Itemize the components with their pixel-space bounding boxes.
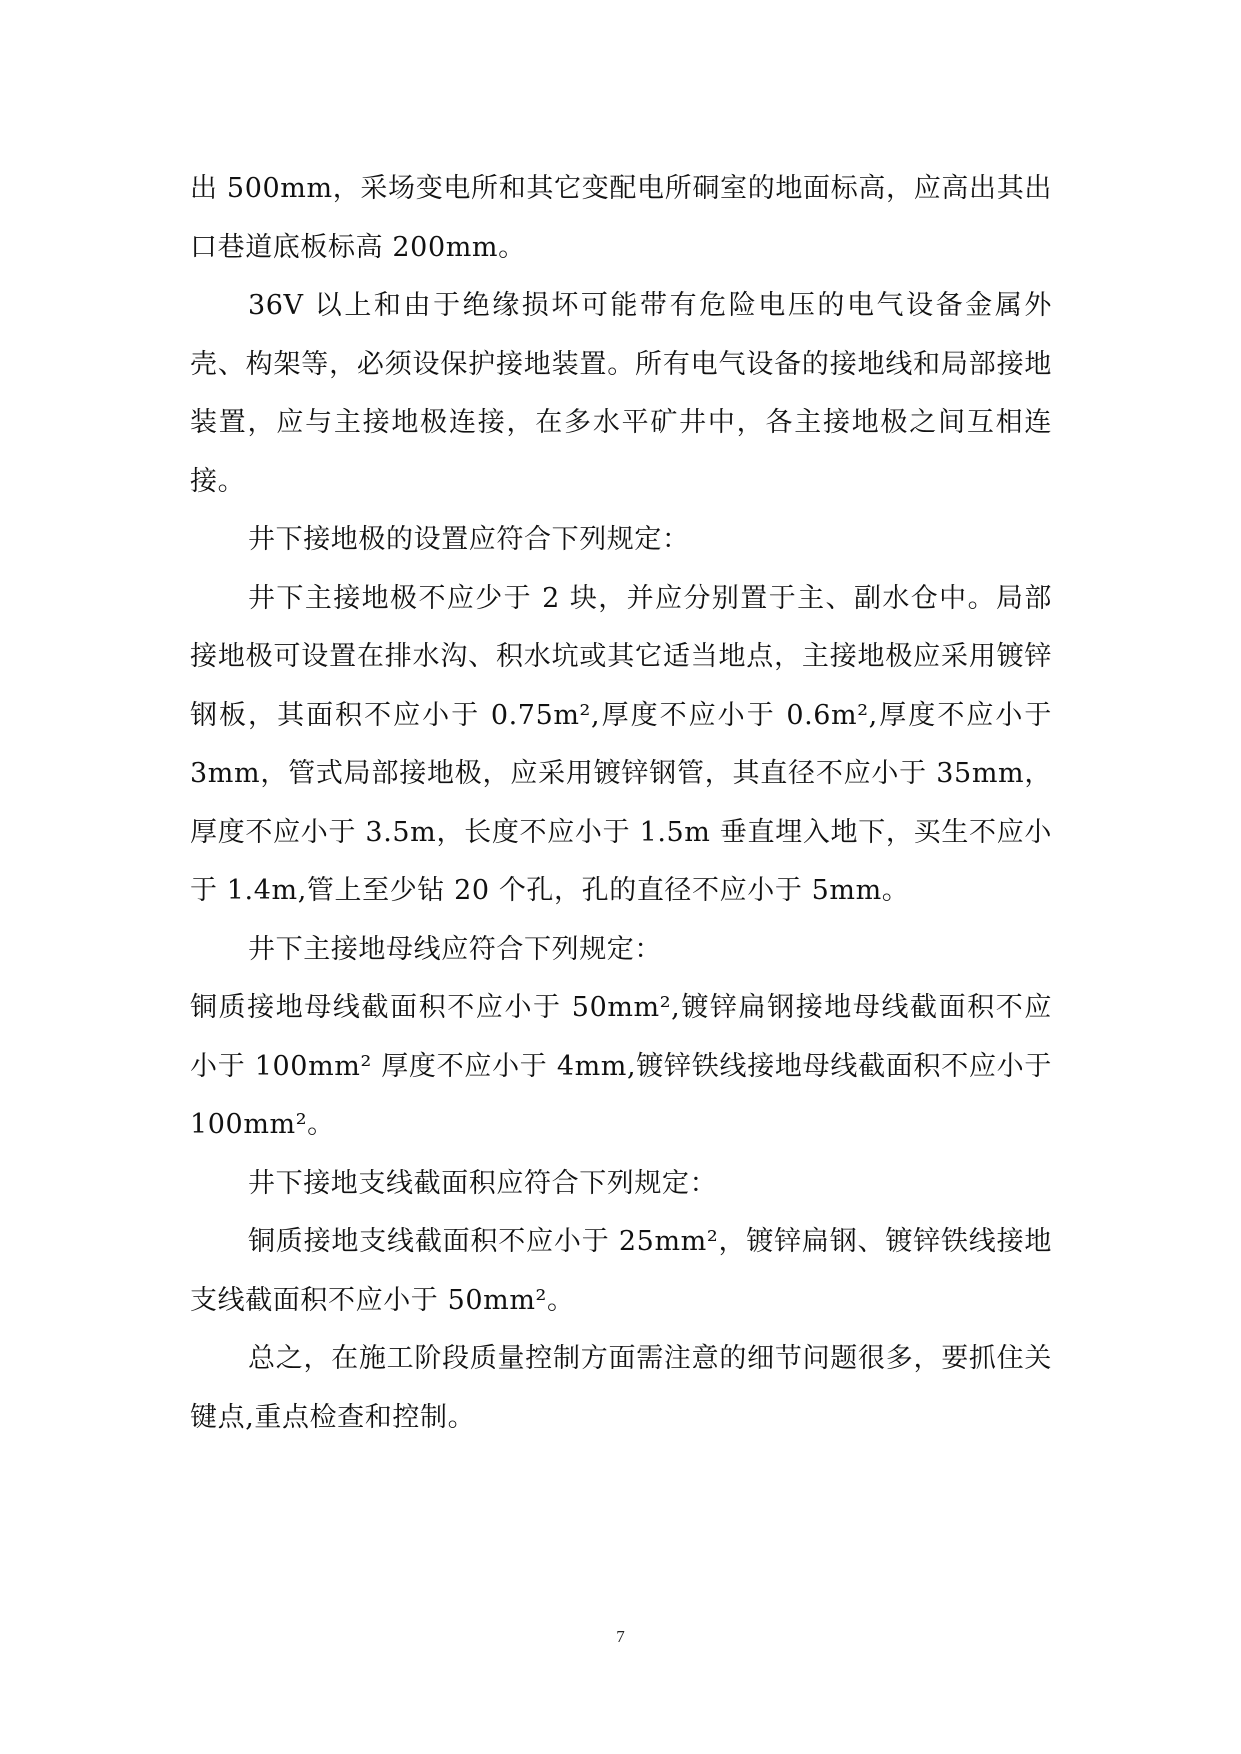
paragraph-protective-grounding: 36V 以上和由于绝缘损坏可能带有危险电压的电气设备金属外壳、构架等，必须设保护接地装置。所有电气设备的接地线和局部接地装置，应与主接地极连接，在多水平矿井中，各主接地极之间互相连接。 [190, 290, 1052, 497]
paragraph-ground-electrode-heading: 井下接地极的设置应符合下列规定： [248, 524, 690, 555]
paragraph-elevation: 出 500mm，采场变电所和其它变配电所硐室的地面标高，应高出其出口巷道底板标高 200mm。 [190, 173, 1052, 263]
paragraph-main-ground-bus-rules: 铜质接地母线截面积不应小于 50mm²,镀锌扁钢接地母线截面积不应小于 100mm² 厚度不应小于 4mm,镀锌铁线接地母线截面积不应小于 100mm²。 [190, 992, 1052, 1140]
paragraph-ground-branch-rules: 铜质接地支线截面积不应小于 25mm²，镀锌扁钢、镀锌铁线接地支线截面积不应小于 50mm²。 [190, 1226, 1052, 1316]
page-number: 7 [616, 1627, 625, 1646]
paragraph-ground-branch-heading: 井下接地支线截面积应符合下列规定： [248, 1167, 718, 1199]
paragraph-main-ground-bus-heading: 井下主接地母线应符合下列规定： [248, 933, 662, 965]
paragraph-ground-electrode-rules: 井下主接地极不应少于 2 块，并应分别置于主、副水仓中。局部接地极可设置在排水沟、积水坑或其它适当地点，主接地极应采用镀锌钢板，其面积不应小于 0.75m²,厚度不应小于 0.6m²,厚度不应小于 3mm，管式局部接地极，应采用镀锌钢管，其直径不应小于 35mm，厚度不应小于 3.5m，长度不应小于 1.5m 垂直埋入地下，买生不应小于 1.4m,管上至少钻 20 个孔，孔的直径不应小于 5mm。 [190, 582, 1052, 906]
body-text [190, 160, 1052, 1447]
paragraph-summary: 总之，在施工阶段质量控制方面需注意的细节问题很多，要抓住关键点,重点检查和控制。 [190, 1343, 1052, 1433]
